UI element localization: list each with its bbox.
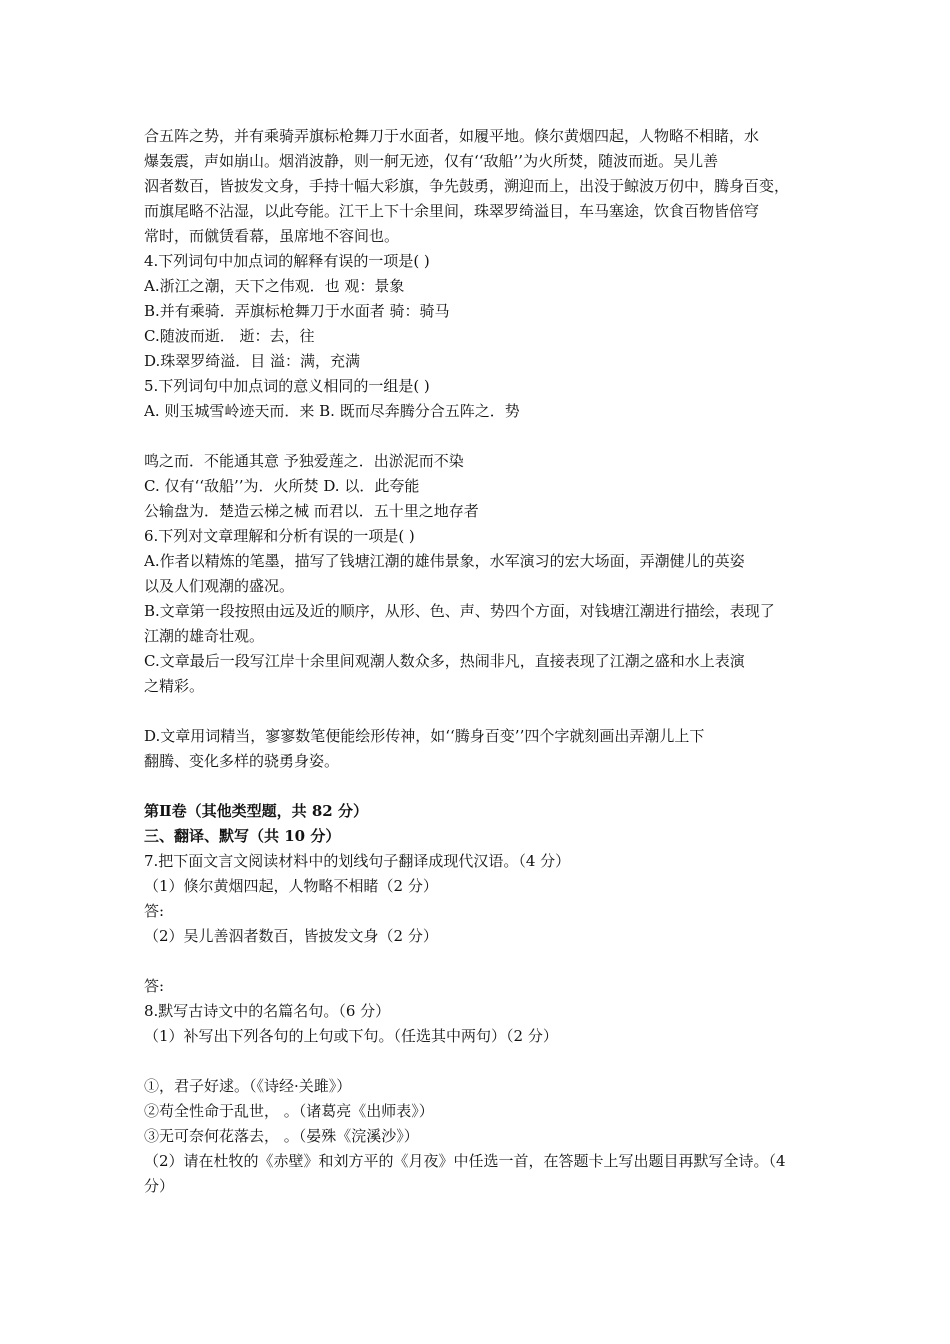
question-8-item-2: （2）请在杜牧的《赤壁》和刘方平的《月夜》中任选一首，在答题卡上写出题目再默写全诗。（4 (144, 1152, 786, 1170)
part-2-title: 第Ⅱ卷（其他类型题，共 82 分） (144, 802, 368, 820)
question-7-item-2: （2）吴儿善泅者数百，皆披发文身（2 分） (144, 927, 438, 945)
question-6-stem: 6.下列对文章理解和分析有误的一项是( ) (144, 527, 415, 545)
question-4-option-d: D.珠翠罗绮溢．目 溢：满，充满 (144, 352, 361, 370)
spacer (144, 424, 816, 449)
passage-line: 而旗尾略不沾湿，以此夸能。江干上下十余里间，珠翠罗绮溢目，车马塞途，饮食百物皆倍穹 (144, 202, 760, 220)
question-7-answer-2: 答: (144, 977, 165, 995)
spacer (144, 949, 816, 974)
question-6-option-d-cont: 翻腾、变化多样的骁勇身姿。 (144, 752, 340, 770)
passage-line: 爆轰震，声如崩山。烟消波静，则一舸无迹，仅有‘‘敌船’’为火所焚，随波而逝。吴儿善 (144, 152, 719, 170)
question-5-stem: 5.下列词句中加点词的意义相同的一组是( ) (144, 377, 430, 395)
question-6-option-b-cont: 江潮的雄奇壮观。 (144, 627, 265, 645)
question-6-option-c: C.文章最后一段写江岸十余里间观潮人数众多，热闹非凡，直接表现了江潮之盛和水上表演 (144, 652, 745, 670)
question-7-stem: 7.把下面文言文阅读材料中的划线句子翻译成现代汉语。（4 分） (144, 852, 571, 870)
question-4-option-a: A.浙江之潮，天下之伟观．也 观：景象 (144, 277, 405, 295)
question-4-option-b: B.并有乘骑．弄旗标枪舞刀于水面者 骑：骑马 (144, 302, 450, 320)
question-5-options-ab: A. 则玉城雪岭迹天而．来 B. 既而尽奔腾分合五阵之．势 (144, 402, 520, 420)
question-8-item-2-cont: 分） (144, 1177, 175, 1195)
section-3-title: 三、翻译、默写（共 10 分） (144, 827, 341, 845)
question-4-option-c: C.随波而逝． 逝：去，往 (144, 327, 315, 345)
question-7-item-1: （1）倏尔黄烟四起，人物略不相睹（2 分） (144, 877, 438, 895)
question-5-options-cd: C. 仅有‘‘敌船’’为．火所焚 D. 以．此夸能 (144, 477, 420, 495)
question-7-answer-1: 答: (144, 902, 165, 920)
question-6-option-a: A.作者以精炼的笔墨，描写了钱塘江潮的雄伟景象，水军演习的宏大场面，弄潮健儿的英姿 (144, 552, 745, 570)
question-8-blank-1: ①，君子好逑。（《诗经·关雎》） (144, 1077, 352, 1095)
passage-line: 泅者数百，皆披发文身，手持十幅大彩旗，争先鼓勇，溯迎而上，出没于鲸波万仞中，腾身百变， (144, 177, 790, 195)
passage-line: 常时，而僦赁看幕，虽席地不容间也。 (144, 227, 400, 245)
document-page (144, 124, 816, 1199)
question-6-option-d: D.文章用词精当，寥寥数笔便能绘形传神，如‘‘腾身百变’’四个字就刻画出弄潮儿上下 (144, 727, 705, 745)
question-8-item-1: （1）补写出下列各句的上句或下句。（任选其中两句）（2 分） (144, 1027, 558, 1045)
spacer (144, 699, 816, 724)
spacer (144, 774, 816, 799)
question-8-stem: 8.默写古诗文中的名篇名句。（6 分） (144, 1002, 391, 1020)
question-5-options-ab-cont: 鸣之而．不能通其意 予独爱莲之．出淤泥而不染 (144, 452, 464, 470)
question-8-blank-3: ③无可奈何花落去， 。（晏殊《浣溪沙》） (144, 1127, 419, 1145)
passage-line: 合五阵之势，并有乘骑弄旗标枪舞刀于水面者，如履平地。倏尔黄烟四起，人物略不相睹，水 (144, 127, 760, 145)
question-4-stem: 4.下列词句中加点词的解释有误的一项是( ) (144, 252, 430, 270)
question-6-option-b: B.文章第一段按照由远及近的顺序，从形、色、声、势四个方面，对钱塘江潮进行描绘，表现了 (144, 602, 775, 620)
question-8-blank-2: ②苟全性命于乱世， 。（诸葛亮《出师表》） (144, 1102, 434, 1120)
question-6-option-c-cont: 之精彩。 (144, 677, 205, 695)
question-5-options-cd-cont: 公输盘为．楚造云梯之械 而君以．五十里之地存者 (144, 502, 479, 520)
question-6-option-a-cont: 以及人们观潮的盛况。 (144, 577, 295, 595)
spacer (144, 1049, 816, 1074)
